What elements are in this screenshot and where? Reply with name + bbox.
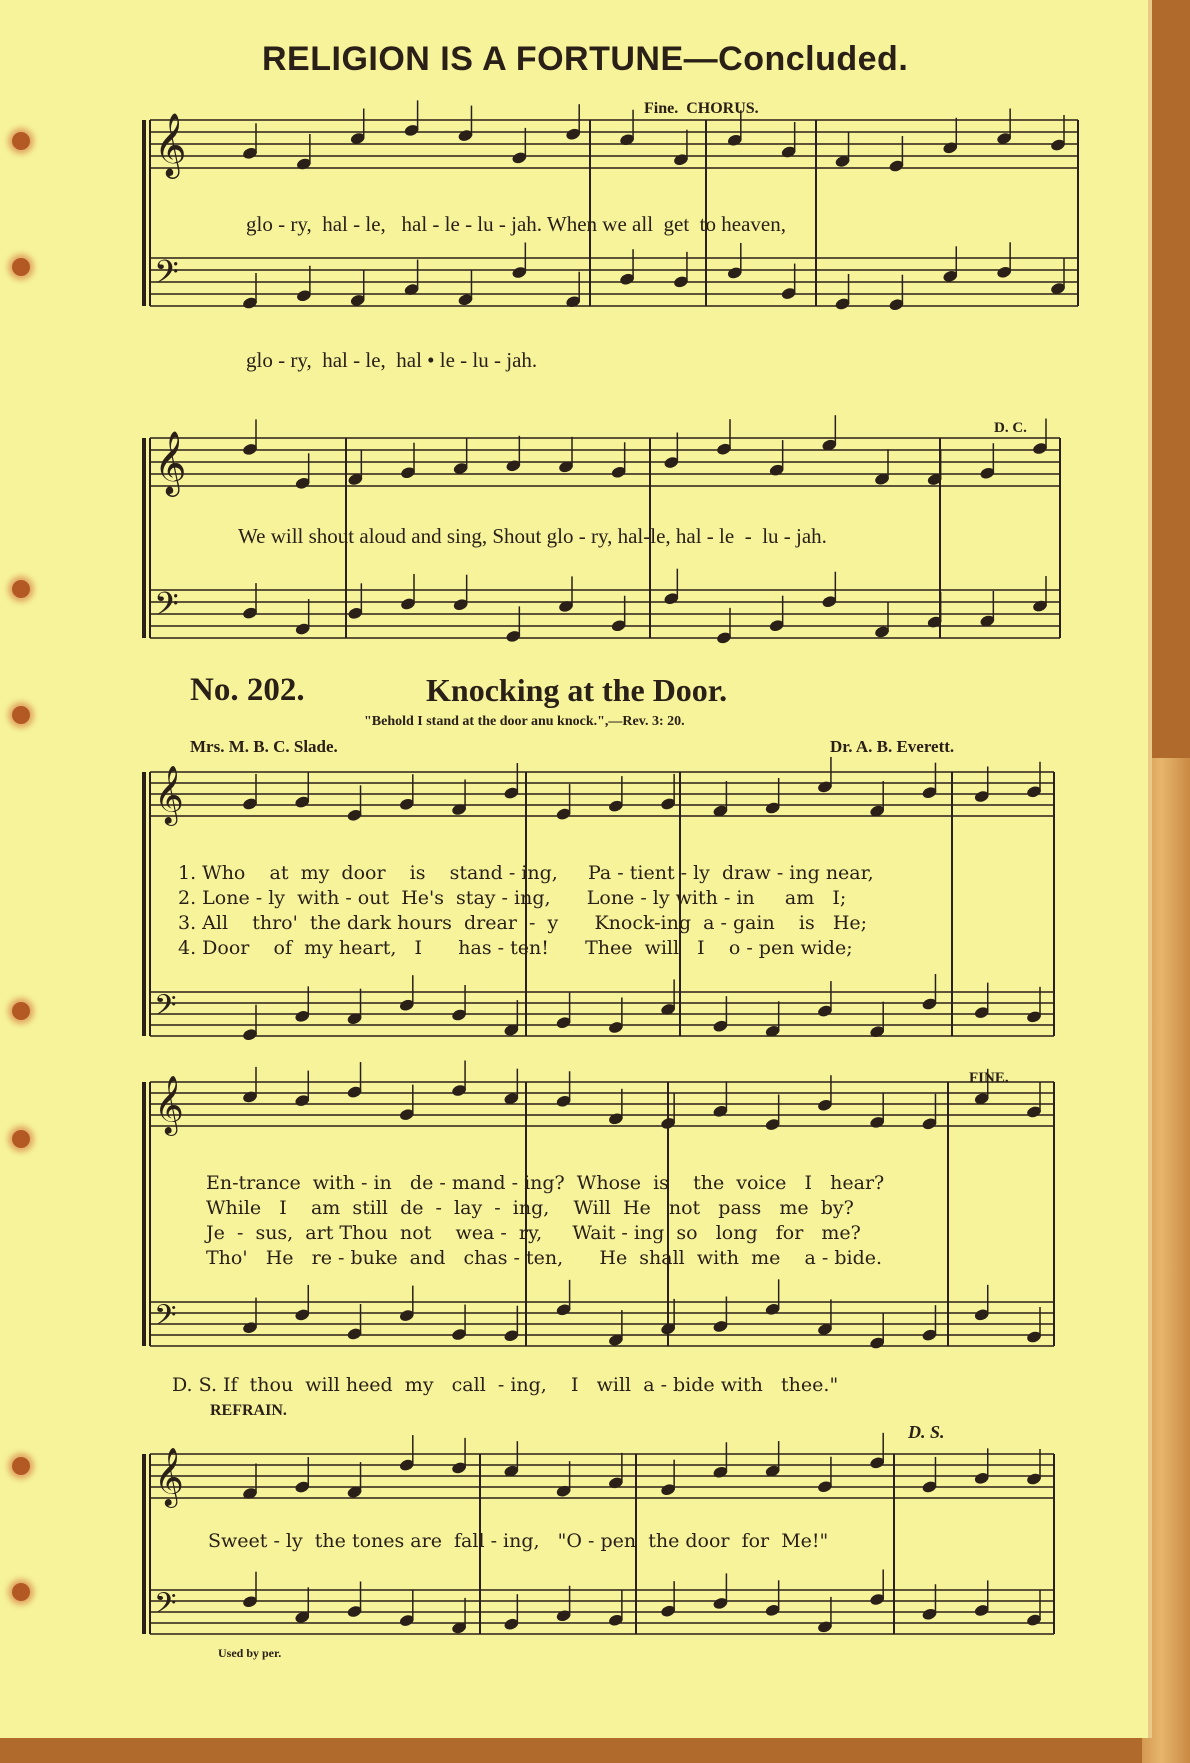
- permission-note: Used by per.: [218, 1646, 282, 1660]
- page-title: RELIGION IS A FORTUNE—Concluded.: [262, 40, 909, 78]
- lyric-line: glo - ry, hal - le, hal - le - lu - jah. When we all get to heaven,: [246, 212, 786, 236]
- bass-clef: 𝄢: [154, 1298, 177, 1340]
- lyric-line: Sweet - ly the tones are fall - ing, "O - pen the door for Me!": [208, 1530, 829, 1552]
- fine-marking: FINE.: [969, 1070, 1009, 1086]
- scripture-reference: "Behold I stand at the door anu knock.",—Rev. 3: 20.: [364, 714, 685, 729]
- bass-clef: 𝄢: [154, 254, 179, 300]
- treble-clef: 𝄞: [154, 431, 187, 496]
- hymn-title: Knocking at the Door.: [426, 672, 728, 708]
- lyric-line: We will shout aloud and sing, Shout glo - ry, hal-le, hal - le - lu - jah.: [238, 524, 827, 548]
- verse-line: En-trance with - in de - mand - ing? Whose is the voice I hear?: [206, 1172, 885, 1194]
- refrain-marking: REFRAIN.: [210, 1402, 287, 1419]
- ds-marking: D. S.: [908, 1422, 945, 1442]
- author-credit: Mrs. M. B. C. Slade.: [190, 737, 338, 756]
- verse-line: 4. Door of my heart, I has - ten! Thee will I o - pen wide;: [178, 937, 853, 959]
- verse-line: Je - sus, art Thou not wea - ry, Wait - ing so long for me?: [206, 1222, 861, 1244]
- composer-credit: Dr. A. B. Everett.: [830, 737, 955, 756]
- lyric-line: glo - ry, hal - le, hal • le - lu - jah.: [246, 348, 538, 372]
- verse-line: While I am still de - lay - ing, Will He not pass me by?: [206, 1197, 854, 1219]
- hymn-number: No. 202.: [190, 672, 305, 708]
- treble-clef: 𝄞: [154, 113, 187, 178]
- dc-marking: D. C.: [994, 420, 1027, 436]
- verse-line: Tho' He re - buke and chas - ten, He shall with me a - bide.: [206, 1247, 883, 1269]
- treble-clef: 𝄞: [154, 1446, 184, 1506]
- treble-clef: 𝄞: [154, 1074, 184, 1134]
- treble-clef: 𝄞: [154, 764, 184, 824]
- verse-line: 1. Who at my door is stand - ing, Pa - tient - ly draw - ing near,: [178, 862, 874, 884]
- fine-chorus-marking: Fine. CHORUS.: [644, 100, 759, 117]
- bass-clef: 𝄢: [154, 586, 179, 632]
- bass-clef: 𝄢: [154, 1586, 177, 1628]
- verse-line: 2. Lone - ly with - out He's stay - ing, Lone - ly with - in am I;: [178, 887, 847, 909]
- verse-line: 3. All thro' the dark hours drear - y Knock-ing a - gain is He;: [178, 912, 868, 934]
- ds-lyric-line: D. S. If thou will heed my call - ing, I will a - bide with thee.": [172, 1374, 839, 1396]
- bass-clef: 𝄢: [154, 988, 177, 1030]
